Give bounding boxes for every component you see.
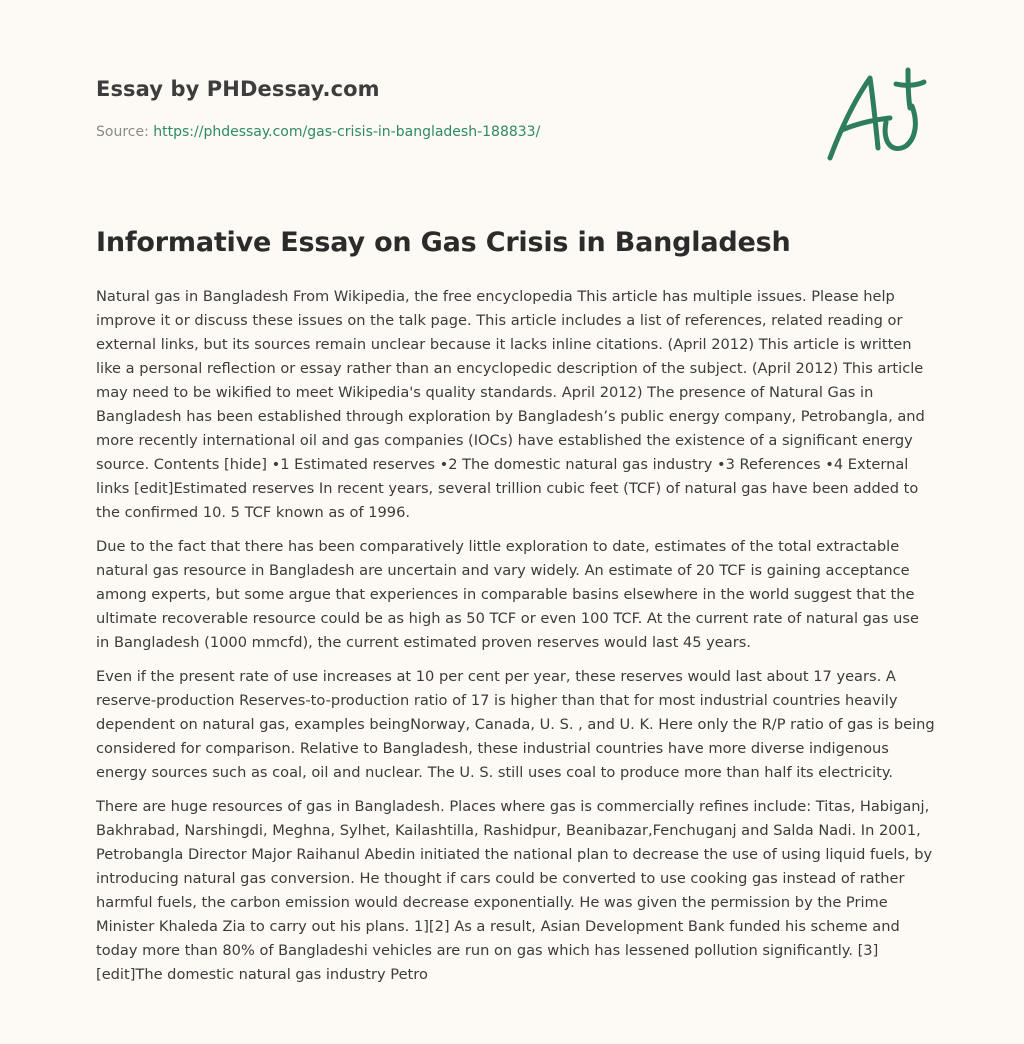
essay-paragraph: There are huge resources of gas in Bangladesh. Places where gas is commercially refines include: Titas, Habiganj, Bakhrabad, Narshingdi, Meghna, Sylhet, Kailashtilla, Rashidpur, Beanibazar,Fenchuganj and Salda Nadi. In 2001, Petrobangla Director Major Raihanul Abedin initiated the national plan to decrease the use of using liquid fuels, by introducing natural gas conversion. He thought if cars could be converted to use cooking gas instead of rather harmful fuels, the carbon emission would decrease exponentially. He was given the permission by the Prime Minister Khaleda Zia to carry out his plans. 1][2] As a result, Asian Development Bank funded his scheme and today more than 80% of Bangladeshi vehicles are run on gas which has lessened pollution significantly. [3] [edit]The domestic natural gas industry Petro [96,798,933,983]
essay-paragraph: Even if the present rate of use increases at 10 per cent per year, these reserves would last about 17 years. A reserve-production Reserves-to-production ratio of 17 is higher than that for most industrial countries heavily dependent on natural gas, examples beingNorway, Canada, U. S. , and U. K. Here only the R/P ratio of gas is being considered for comparison. Relative to Bangladesh, these industrial countries have more diverse indigenous energy sources such as coal, oil and nuclear. The U. S. still uses coal to produce more than half its electricity. [96,668,935,781]
essay-body [96,285,936,997]
a-plus-logo-icon [820,66,930,166]
essay-paragraph: Natural gas in Bangladesh From Wikipedia, the free encyclopedia This article has multiple issues. Please help improve it or discuss these issues on the talk page. This article includes a list of references, related reading or external links, but its sources remain unclear because it lacks inline citations. (April 2012) This article is written like a personal reflection or essay rather than an encyclopedic description of the subject. (April 2012) This article may need to be wikified to meet Wikipedia's quality standards. April 2012) The presence of Natural Gas in Bangladesh has been established through exploration by Bangladesh’s public energy company, Petrobangla, and more recently international oil and gas companies (IOCs) have established the existence of a significant energy source. Contents [hide] •1 Estimated reserves •2 The domestic natural gas industry •3 References •4 External links [edit]Estimated reserves In recent years, several trillion cubic feet (TCF) of natural gas have been added to the confirmed 10. 5 TCF known as of 1996. [96,288,925,521]
source-label: Source: [96,124,149,140]
essay-paragraph: Due to the fact that there has been comparatively little exploration to date, estimates of the total extractable natural gas resource in Bangladesh are uncertain and vary widely. An estimate of 20 TCF is gaining acceptance among experts, but some argue that experiences in comparable basins elsewhere in the world suggest that the ultimate recoverable resource could be as high as 50 TCF or even 100 TCF. At the current rate of natural gas use in Bangladesh (1000 mmcfd), the current estimated proven reserves would last 45 years. [96,538,919,651]
source-line [96,124,540,140]
brand-heading: Essay by PHDessay.com [96,77,380,101]
essay-title: Informative Essay on Gas Crisis in Bangladesh [96,227,791,258]
source-link[interactable]: https://phdessay.com/gas-crisis-in-bangladesh-188833/ [153,124,541,140]
